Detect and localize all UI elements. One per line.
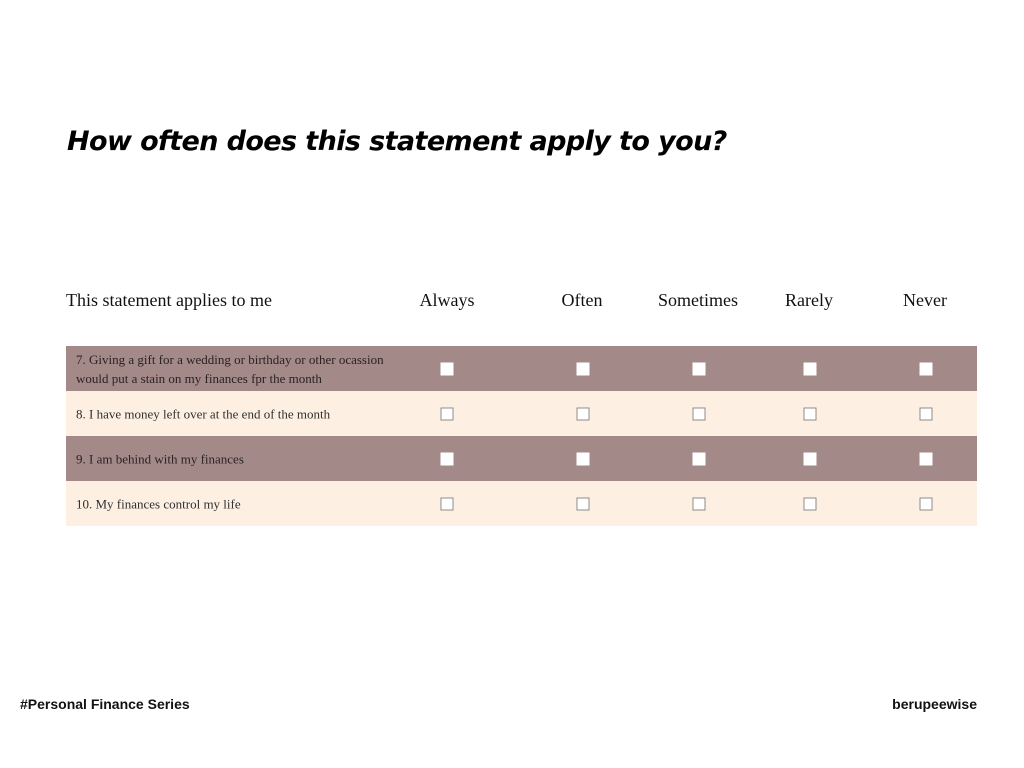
- table-row: [66, 391, 977, 436]
- statement-text: 9. I am behind with my finances: [76, 451, 244, 466]
- checkbox-always[interactable]: [441, 362, 454, 375]
- series-label: #Personal Finance Series: [20, 696, 190, 712]
- brand-label: berupeewise: [892, 696, 977, 712]
- checkbox-never[interactable]: [920, 497, 933, 510]
- checkbox-rarely[interactable]: [804, 452, 817, 465]
- checkbox-sometimes[interactable]: [693, 407, 706, 420]
- header-rarely: Rarely: [785, 290, 833, 310]
- checkbox-rarely[interactable]: [804, 497, 817, 510]
- header-statement-label: This statement applies to me: [66, 290, 272, 310]
- header-sometimes: Sometimes: [658, 290, 738, 310]
- survey-table: [66, 346, 977, 526]
- statement-text: 10. My finances control my life: [76, 496, 241, 511]
- checkbox-sometimes[interactable]: [693, 362, 706, 375]
- statement-text: 8. I have money left over at the end of the month: [76, 406, 331, 421]
- checkbox-always[interactable]: [441, 407, 454, 420]
- checkbox-never[interactable]: [920, 362, 933, 375]
- header-always: Always: [419, 290, 475, 310]
- checkbox-sometimes[interactable]: [693, 452, 706, 465]
- statement-text: 7. Giving a gift for a wedding or birthday or other ocassion would put a stain on my finances fpr the month: [76, 351, 384, 386]
- table-row: [66, 436, 977, 481]
- header-never: Never: [903, 290, 947, 310]
- table-row: [66, 481, 977, 526]
- checkbox-often[interactable]: [577, 497, 590, 510]
- checkbox-always[interactable]: [441, 497, 454, 510]
- page-title: How often does this statement apply to you?: [67, 126, 727, 157]
- checkbox-never[interactable]: [920, 407, 933, 420]
- checkbox-often[interactable]: [577, 452, 590, 465]
- checkbox-always[interactable]: [441, 452, 454, 465]
- checkbox-rarely[interactable]: [804, 362, 817, 375]
- table-header: [66, 290, 977, 314]
- header-often: Often: [561, 290, 603, 310]
- checkbox-sometimes[interactable]: [693, 497, 706, 510]
- checkbox-often[interactable]: [577, 407, 590, 420]
- table-row: [66, 346, 977, 391]
- checkbox-often[interactable]: [577, 362, 590, 375]
- checkbox-rarely[interactable]: [804, 407, 817, 420]
- checkbox-never[interactable]: [920, 452, 933, 465]
